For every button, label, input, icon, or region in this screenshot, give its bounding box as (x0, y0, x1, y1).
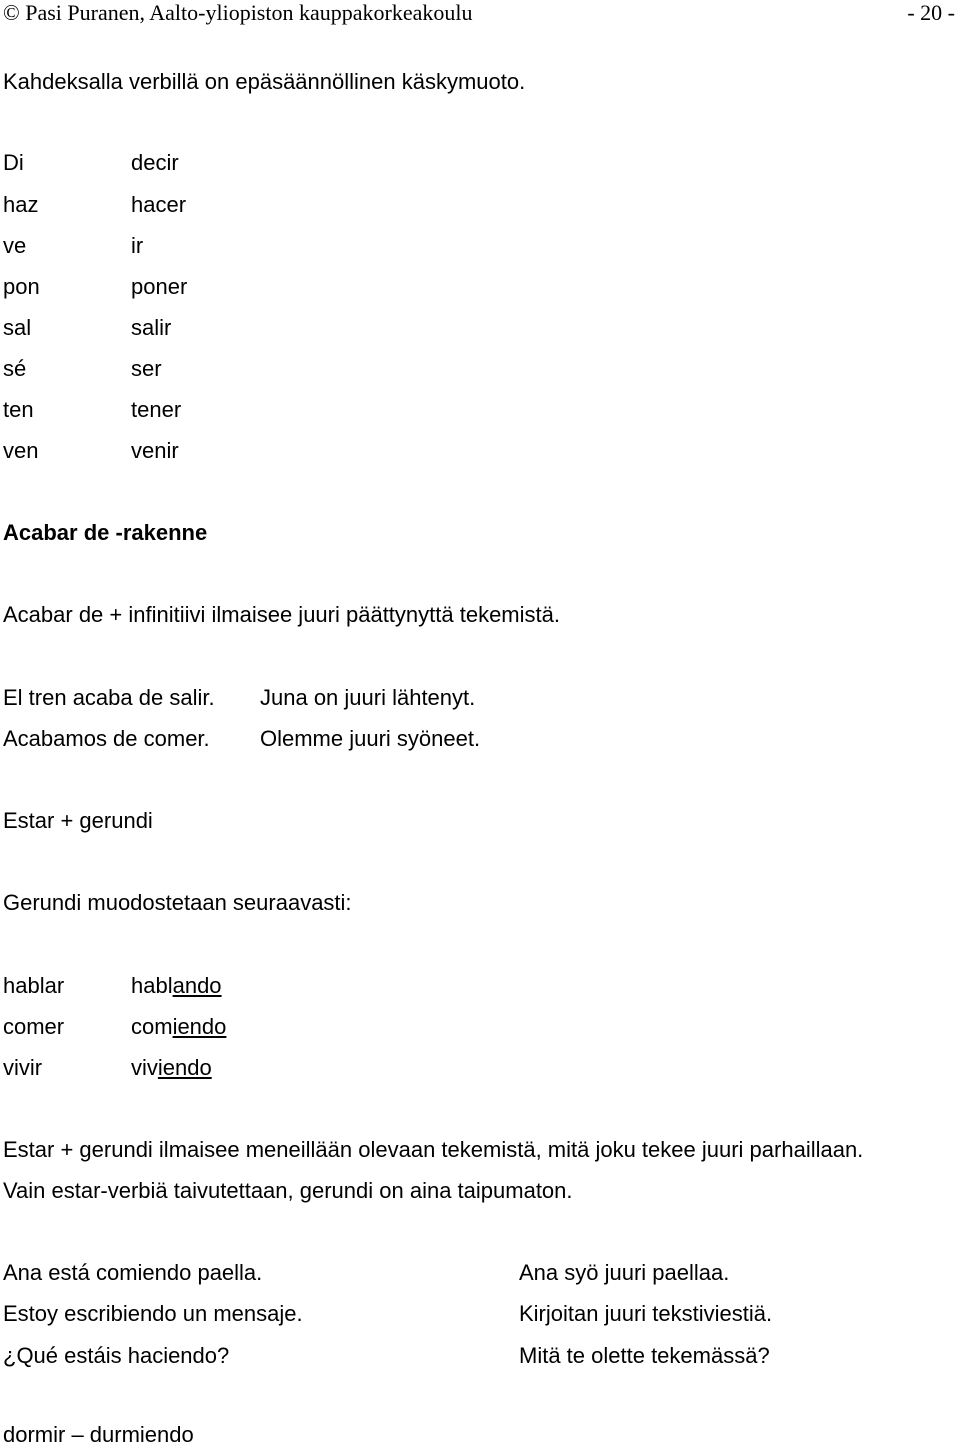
example-spanish: ¿Qué estáis haciendo? (3, 1343, 230, 1368)
example-spanish: El tren acaba de salir. (3, 685, 215, 710)
gerund-stem: viv (131, 1055, 158, 1080)
example-row (0, 1303, 960, 1325)
gerund-ending: iendo (157, 1055, 212, 1080)
gerund-form (131, 975, 222, 997)
irregular-gerund-text: dormir – durmiendo (3, 1422, 194, 1447)
imperative-form: sal (3, 315, 32, 340)
imperative-row (0, 235, 960, 257)
infinitive-form: hacer (131, 192, 187, 217)
imperative-form: Di (3, 150, 24, 175)
infinitive-form: comer (3, 1014, 65, 1039)
example-finnish: Kirjoitan juuri tekstiviestiä. (519, 1301, 773, 1326)
infinitive-form: poner (131, 274, 188, 299)
example-spanish: Ana está comiendo paella. (3, 1260, 263, 1285)
example-finnish: Ana syö juuri paellaa. (519, 1260, 730, 1285)
example-row (0, 1262, 960, 1284)
infinitive-form: vivir (3, 1055, 43, 1080)
copyright-text: © Pasi Puranen, Aalto-yliopiston kauppakorkeakoulu (3, 0, 473, 25)
section-heading-acabar (0, 522, 960, 544)
gerund-ending: ando (172, 973, 222, 998)
imperative-row (0, 317, 960, 339)
heading-text: Acabar de -rakenne (3, 520, 208, 545)
gerund-formation-intro (0, 892, 960, 914)
example-finnish: Mitä te olette tekemässä? (519, 1343, 770, 1368)
gerund-form (131, 1057, 212, 1079)
example-spanish: Estoy escribiendo un mensaje. (3, 1301, 303, 1326)
gerund-ending: iendo (172, 1014, 227, 1039)
gerund-form-row (0, 975, 960, 997)
infinitive-form: ir (131, 233, 144, 258)
explanation-text: Estar + gerundi ilmaisee meneillään olevaan tekemistä, mitä joku tekee juuri parhaillaan. (3, 1137, 864, 1162)
gerund-form (131, 1016, 226, 1038)
infinitive-form: tener (131, 397, 182, 422)
example-row (0, 728, 960, 750)
acabar-description (0, 604, 960, 626)
page-header (0, 2, 960, 24)
imperative-row (0, 440, 960, 462)
imperative-form: sé (3, 356, 27, 381)
example-row (0, 1345, 960, 1367)
section-heading-gerund (0, 810, 960, 832)
gerund-stem: com (131, 1014, 173, 1039)
imperative-row (0, 399, 960, 421)
infinitive-form: decir (131, 150, 179, 175)
intro-text: Kahdeksalla verbillä on epäsäännöllinen käskymuoto. (3, 69, 526, 94)
imperative-row (0, 276, 960, 298)
gerund-explanation-line (0, 1139, 960, 1161)
imperative-form: pon (3, 274, 40, 299)
explanation-text: Vain estar-verbiä taivutettaan, gerundi on aina taipumaton. (3, 1178, 573, 1203)
example-finnish: Juna on juuri lähtenyt. (260, 685, 476, 710)
example-finnish: Olemme juuri syöneet. (260, 726, 481, 751)
imperative-form: haz (3, 192, 39, 217)
gerund-explanation-line (0, 1180, 960, 1202)
page-number: - 20 - (907, 0, 955, 25)
heading-text: Estar + gerundi (3, 808, 153, 833)
imperative-row (0, 358, 960, 380)
description-text: Acabar de + infinitiivi ilmaisee juuri päättynyttä tekemistä. (3, 602, 560, 627)
imperative-form: ven (3, 438, 39, 463)
imperative-row (0, 194, 960, 216)
imperative-form: ve (3, 233, 27, 258)
gerund-form-row (0, 1016, 960, 1038)
formation-intro-text: Gerundi muodostetaan seuraavasti: (3, 890, 352, 915)
gerund-stem: habl (131, 973, 173, 998)
example-row (0, 687, 960, 709)
infinitive-form: salir (131, 315, 172, 340)
imperative-row (0, 152, 960, 174)
gerund-form-row (0, 1057, 960, 1079)
infinitive-form: venir (131, 438, 179, 463)
imperative-form: ten (3, 397, 34, 422)
irregular-gerund (0, 1424, 960, 1446)
intro-paragraph (0, 71, 960, 93)
infinitive-form: ser (131, 356, 162, 381)
infinitive-form: hablar (3, 973, 65, 998)
example-spanish: Acabamos de comer. (3, 726, 210, 751)
